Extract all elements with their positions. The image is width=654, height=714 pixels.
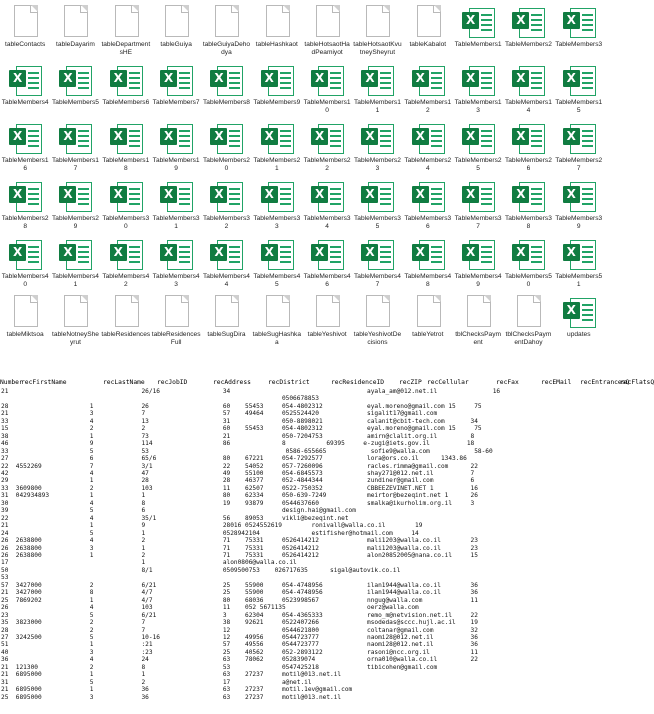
file-label: TableMembers24 <box>404 156 452 172</box>
file-label: TableMembers28 <box>1 214 49 230</box>
file-item[interactable] <box>151 174 201 231</box>
file-item[interactable] <box>554 174 604 231</box>
excel-file-icon: X <box>511 179 545 213</box>
excel-file-icon: X <box>360 179 394 213</box>
excel-file-icon: X <box>109 179 143 213</box>
file-item[interactable] <box>503 116 553 173</box>
blank-document-icon <box>8 5 42 39</box>
blank-document-icon <box>58 295 92 329</box>
column-headers <box>0 378 654 388</box>
file-item[interactable] <box>50 58 100 115</box>
file-item[interactable] <box>403 290 453 347</box>
file-item[interactable] <box>453 174 503 231</box>
file-label: TableMembers41 <box>52 272 99 288</box>
file-item[interactable] <box>453 0 503 57</box>
file-label: TableMembers39 <box>555 214 603 230</box>
file-item[interactable] <box>503 174 553 231</box>
blank-document-icon <box>209 295 243 329</box>
file-label: TableMembers25 <box>454 156 502 172</box>
file-label: tableGuiya <box>160 41 192 48</box>
file-item[interactable] <box>503 58 553 115</box>
file-label: TableMembers16 <box>1 156 49 172</box>
excel-file-icon: X <box>562 5 596 39</box>
file-item[interactable] <box>252 0 302 57</box>
excel-file-icon: X <box>511 5 545 39</box>
file-item[interactable] <box>101 290 151 347</box>
file-label: TableMembers43 <box>152 272 200 288</box>
excel-file-icon: X <box>511 121 545 155</box>
excel-file-icon: X <box>159 121 193 155</box>
file-item[interactable] <box>252 290 302 347</box>
file-label: TableMembers42 <box>102 272 150 288</box>
excel-file-icon: X <box>209 237 243 271</box>
file-label: tableContacts <box>4 41 46 48</box>
file-label: tableDayarim <box>56 41 95 48</box>
excel-file-icon: X <box>159 63 193 97</box>
column-header: recFlatsQ <box>620 379 654 386</box>
file-label: TableMembers8 <box>203 99 250 106</box>
column-header: recAddress <box>213 379 251 386</box>
file-label: TableMembers3 <box>555 41 603 48</box>
excel-file-icon: X <box>411 237 445 271</box>
file-item[interactable] <box>302 58 352 115</box>
column-header: recZIP <box>399 379 422 386</box>
file-label: TableMembers51 <box>555 272 603 288</box>
file-item[interactable] <box>151 58 201 115</box>
file-label: tableYeshivotDecisions <box>353 330 402 346</box>
file-item[interactable] <box>0 58 50 115</box>
file-label: TableMembers38 <box>504 214 552 230</box>
file-label: TableMembers23 <box>353 156 401 172</box>
excel-file-icon: X <box>8 179 42 213</box>
file-label: tableResidences <box>101 331 151 338</box>
file-item[interactable] <box>403 116 453 173</box>
excel-file-icon: X <box>109 237 143 271</box>
column-header: recLastName <box>103 379 145 386</box>
excel-file-icon: X <box>360 121 394 155</box>
file-label: TableMembers46 <box>303 272 351 288</box>
file-item[interactable] <box>403 174 453 231</box>
file-item[interactable] <box>503 0 553 57</box>
excel-file-icon: X <box>562 179 596 213</box>
file-label: TableMembers9 <box>253 99 301 106</box>
excel-file-icon: X <box>209 63 243 97</box>
file-label: TableMembers27 <box>555 156 603 172</box>
file-item[interactable] <box>554 0 604 57</box>
file-label: TableMembers40 <box>1 272 49 288</box>
excel-file-icon: X <box>511 63 545 97</box>
file-label: TableMembers11 <box>353 98 401 114</box>
blank-document-icon <box>511 295 545 329</box>
file-label: tableKabalot <box>409 41 447 48</box>
file-item[interactable] <box>302 116 352 173</box>
excel-file-icon: X <box>461 63 495 97</box>
file-item[interactable] <box>0 232 50 289</box>
file-label: tableResidencesFull <box>151 330 201 346</box>
file-label: TableMembers26 <box>504 156 552 172</box>
file-label: TableMembers31 <box>152 214 200 230</box>
column-header: recFax <box>496 379 519 386</box>
column-header: recEMail <box>541 379 572 386</box>
file-label: TableMembers29 <box>52 214 99 230</box>
blank-document-icon <box>159 295 193 329</box>
file-label: TableMembers37 <box>454 214 502 230</box>
blank-document-icon <box>109 295 143 329</box>
excel-file-icon: X <box>260 237 294 271</box>
excel-file-icon: X <box>58 237 92 271</box>
blank-document-icon <box>310 295 344 329</box>
file-label: TableMembers4 <box>1 99 49 106</box>
excel-file-icon: X <box>8 237 42 271</box>
file-label: tableSugHashkaa <box>252 330 301 346</box>
file-label: TableMembers44 <box>203 272 250 288</box>
file-item[interactable] <box>554 290 604 347</box>
file-label: TableMembers17 <box>52 156 99 172</box>
file-label: tableHotsaotKvutneyShеyrut <box>353 40 402 56</box>
excel-file-icon: X <box>360 63 394 97</box>
file-item[interactable] <box>0 290 50 347</box>
blank-document-icon <box>260 295 294 329</box>
file-item[interactable] <box>352 0 402 57</box>
file-label: TableMembers13 <box>454 98 502 114</box>
file-label: TableMembers50 <box>504 272 552 288</box>
file-label: TableMembers14 <box>504 98 552 114</box>
excel-file-icon: X <box>310 121 344 155</box>
data-text-view <box>0 378 654 714</box>
excel-file-icon: X <box>461 179 495 213</box>
file-item[interactable] <box>403 232 453 289</box>
excel-file-icon: X <box>159 237 193 271</box>
file-item[interactable] <box>151 290 201 347</box>
file-label: TableMembers19 <box>152 156 200 172</box>
file-label: TableMembers22 <box>303 156 351 172</box>
file-item[interactable] <box>302 0 352 57</box>
file-label: tableDepartmentsHE <box>101 40 151 56</box>
column-header: recResidenceID <box>331 379 385 386</box>
file-item[interactable] <box>302 232 352 289</box>
file-label: tableHotsaotHadPeamiyot <box>304 40 350 56</box>
file-label: TableMembers35 <box>353 214 401 230</box>
file-item[interactable] <box>101 58 151 115</box>
excel-file-icon: X <box>511 237 545 271</box>
file-item[interactable] <box>302 290 352 347</box>
file-label: tableHashkaot <box>255 41 298 48</box>
file-item[interactable] <box>252 232 302 289</box>
excel-file-icon: X <box>562 237 596 271</box>
file-item[interactable] <box>503 290 553 347</box>
file-label: TableMembers21 <box>253 156 301 172</box>
file-label: TableMembers32 <box>203 214 250 230</box>
column-header: Number <box>0 379 23 386</box>
file-label: TableMembers33 <box>253 214 301 230</box>
file-label: TableMembers34 <box>303 214 351 230</box>
file-item[interactable] <box>554 58 604 115</box>
file-item[interactable] <box>0 174 50 231</box>
file-label: TableMembers47 <box>353 272 401 288</box>
file-item[interactable] <box>201 0 251 57</box>
file-icon-grid <box>0 0 604 372</box>
excel-file-icon: X <box>411 121 445 155</box>
file-label: tableMiktsoa <box>6 331 44 338</box>
file-item[interactable] <box>302 174 352 231</box>
file-item[interactable] <box>453 116 503 173</box>
blank-document-icon <box>411 5 445 39</box>
file-item[interactable] <box>50 290 100 347</box>
excel-file-icon: X <box>8 63 42 97</box>
blank-document-icon <box>411 295 445 329</box>
blank-document-icon <box>8 295 42 329</box>
file-item[interactable] <box>101 116 151 173</box>
excel-file-icon: X <box>310 63 344 97</box>
blank-document-icon <box>159 5 193 39</box>
excel-file-icon: X <box>159 179 193 213</box>
blank-document-icon <box>461 295 495 329</box>
blank-document-icon <box>310 5 344 39</box>
file-label: tblChecksPayment <box>455 330 502 346</box>
blank-document-icon <box>360 295 394 329</box>
file-label: tableYetrot <box>412 331 444 338</box>
file-label: tblChecksPaymentDahoy <box>505 330 552 346</box>
file-label: TableMembers18 <box>102 156 150 172</box>
file-item[interactable] <box>201 232 251 289</box>
file-label: tableGuiyaDehodya <box>202 40 251 56</box>
column-header: recEntrancesQ <box>580 379 630 386</box>
excel-file-icon: X <box>8 121 42 155</box>
blank-document-icon <box>109 5 143 39</box>
file-label: tableNotneyShеyrut <box>52 330 99 346</box>
file-label: TableMembers6 <box>102 99 150 106</box>
file-label: TableMembers5 <box>52 99 99 106</box>
excel-file-icon: X <box>411 63 445 97</box>
excel-file-icon: X <box>562 121 596 155</box>
file-label: updates <box>567 331 591 338</box>
file-label: TableMembers30 <box>102 214 150 230</box>
file-item[interactable] <box>554 232 604 289</box>
file-item[interactable] <box>503 232 553 289</box>
column-header: recFirstName <box>21 379 67 386</box>
file-label: TableMembers15 <box>555 98 603 114</box>
file-item[interactable] <box>151 0 201 57</box>
file-label: TableMembers49 <box>454 272 502 288</box>
file-item[interactable] <box>252 174 302 231</box>
file-item[interactable] <box>453 290 503 347</box>
file-item[interactable] <box>50 0 100 57</box>
excel-file-icon: X <box>461 237 495 271</box>
file-item[interactable] <box>101 174 151 231</box>
file-item[interactable] <box>252 58 302 115</box>
excel-file-icon: X <box>562 63 596 97</box>
file-item[interactable] <box>403 58 453 115</box>
file-label: TableMembers7 <box>152 99 200 106</box>
file-item[interactable] <box>101 0 151 57</box>
excel-file-icon: X <box>310 179 344 213</box>
excel-file-icon: X <box>109 121 143 155</box>
file-item[interactable] <box>101 232 151 289</box>
column-header: recCellular <box>427 379 469 386</box>
file-label: TableMembers1 <box>454 41 502 48</box>
excel-file-icon: X <box>209 121 243 155</box>
excel-file-icon: X <box>109 63 143 97</box>
file-item[interactable] <box>453 232 503 289</box>
file-item[interactable] <box>352 116 402 173</box>
excel-file-icon: X <box>310 237 344 271</box>
file-item[interactable] <box>50 116 100 173</box>
file-item[interactable] <box>453 58 503 115</box>
excel-file-icon: X <box>58 179 92 213</box>
file-item[interactable] <box>0 0 50 57</box>
excel-file-icon: X <box>209 179 243 213</box>
file-item[interactable] <box>352 58 402 115</box>
blank-document-icon <box>58 5 92 39</box>
file-item[interactable] <box>352 232 402 289</box>
file-label: TableMembers12 <box>404 98 452 114</box>
file-item[interactable] <box>50 174 100 231</box>
excel-file-icon: X <box>58 63 92 97</box>
column-header: recDistrict <box>268 379 310 386</box>
blank-document-icon <box>209 5 243 39</box>
column-header: recJobID <box>157 379 188 386</box>
file-item[interactable] <box>201 58 251 115</box>
file-item[interactable] <box>352 174 402 231</box>
file-label: TableMembers36 <box>404 214 452 230</box>
file-label: TableMembers48 <box>404 272 452 288</box>
blank-document-icon <box>260 5 294 39</box>
data-dump-text: 21 26/16 34 ayala_am@012.net.il 16 0506678853 28 1 26 60 55453 054-4802312 eyal.moreno@gmail.com 15 75 21 3 7 57 49464 0525524420 sigalit17@gmail.com 33 4 13 31 050-8898021 calanit@cbit-tech.com 34 15 2 2 60 55453 054-4802312 eyal.moreno@gmail.com 15 75 38 1 73 21 050-7204753 amirn@clalit.org.il 8 46 9 114 86 8 69395 e-zugi@iets.gov.il 18 33 5 53 0586-655665 sofie9@walla.com 58-60 27 6 65/6 80 67221 054-7292577 lora@ors.co.il 1343.86 22 4552269 7 3/1 22 54052 057-7260096 racles.rimma@gmail.com 22 42 4 47 49 55100 054-6845573 shay271@012.net.il 7 29 1 28 28 46377 052-4844344 zundiner@gmail.com 6 33 3609800 2 103 11 62507 0522-750352 CBBEEZEVINET.NET 1 16 31 042934893 1 1 80 62334 050-639-7249 meirtor@bezeqint.net 1 26 30 4 8 19 93879 0544637660 smalka@ikurholim.org.il 3 39 5 6 design.hai@gmail.com 22 4 35/1 56 89053 vikli@bezeqint.net 21 1 9 28016 0524552619 ronivall@walla.co.il 19 24 5 1 0528942104 estifisher@hotmail.com 14 26 2638800 4 2 71 75331 0526414212 mali1203@walla.co.il 23 26 2638800 3 1 71 75331 0526414212 mali1203@walla.co.il 23 26 2638800 1 2 71 75331 0526414212 alon20852005@nana.co.il 15 17 1 alon0806@walla.co.il 50 8/1 0509500753 026717635 sigal@autovik.co.il 53 57 3427000 2 6/21 25 55900 054-4748956 ilan1944@walla.co.il 36 21 3427000 8 4/7 25 55900 054-4748956 ilan1944@walla.co.il 36 25 7869202 1 4/7 80 68036 0523998567 nngug@walla.com 11 26 4 103 11 052 5671135 oerz@walla.com 23 5 6/21 3 62304 054-4365333 remo_m@netvision.net.il 22 35 3823000 2 7 38 92621 0522407266 msodedas@sccc.hujl.ac.il 19 28 2 7 12 0544621800 coltanar@gmail.com 32 27 3242500 5 10-16 12 49956 0544723777 naomi28@012.net.il 36 51 1 :21 57 49556 0544723777 naomi28@012.net.il 36 40 3 :23 25 40562 052-2893122 rasoni@ncc.org.il 11 36 4 24 63 78062 052839074 orna010@walla.co.il 22 21 121300 2 8 53 0547425218 tibicohen@gmail.com 21 6895000 1 1 63 27237 motil@013.net.il 31 5 2 17 a@net.il 21 6895000 1 36 63 27237 motil.1ev@gmail.com 25 6895000 3 36 63 27237 motil@013.net.il <box>1 388 501 701</box>
file-label: tableYeshivot <box>307 331 347 338</box>
file-item[interactable] <box>151 116 201 173</box>
file-item[interactable] <box>50 232 100 289</box>
excel-file-icon: X <box>562 295 596 329</box>
file-item[interactable] <box>0 116 50 173</box>
file-label: TableMembers20 <box>203 156 250 172</box>
blank-document-icon <box>360 5 394 39</box>
file-label: tableSugDira <box>207 331 246 338</box>
excel-file-icon: X <box>360 237 394 271</box>
file-item[interactable] <box>201 290 251 347</box>
excel-file-icon: X <box>260 179 294 213</box>
file-label: TableMembers45 <box>253 272 301 288</box>
file-item[interactable] <box>554 116 604 173</box>
file-label: TableMembers10 <box>303 98 351 114</box>
file-item[interactable] <box>403 0 453 57</box>
excel-file-icon: X <box>411 179 445 213</box>
file-item[interactable] <box>252 116 302 173</box>
excel-file-icon: X <box>260 63 294 97</box>
file-item[interactable] <box>151 232 201 289</box>
file-item[interactable] <box>201 174 251 231</box>
file-label: TableMembers2 <box>504 41 552 48</box>
excel-file-icon: X <box>461 5 495 39</box>
file-item[interactable] <box>352 290 402 347</box>
excel-file-icon: X <box>461 121 495 155</box>
file-item[interactable] <box>201 116 251 173</box>
excel-file-icon: X <box>58 121 92 155</box>
excel-file-icon: X <box>260 121 294 155</box>
